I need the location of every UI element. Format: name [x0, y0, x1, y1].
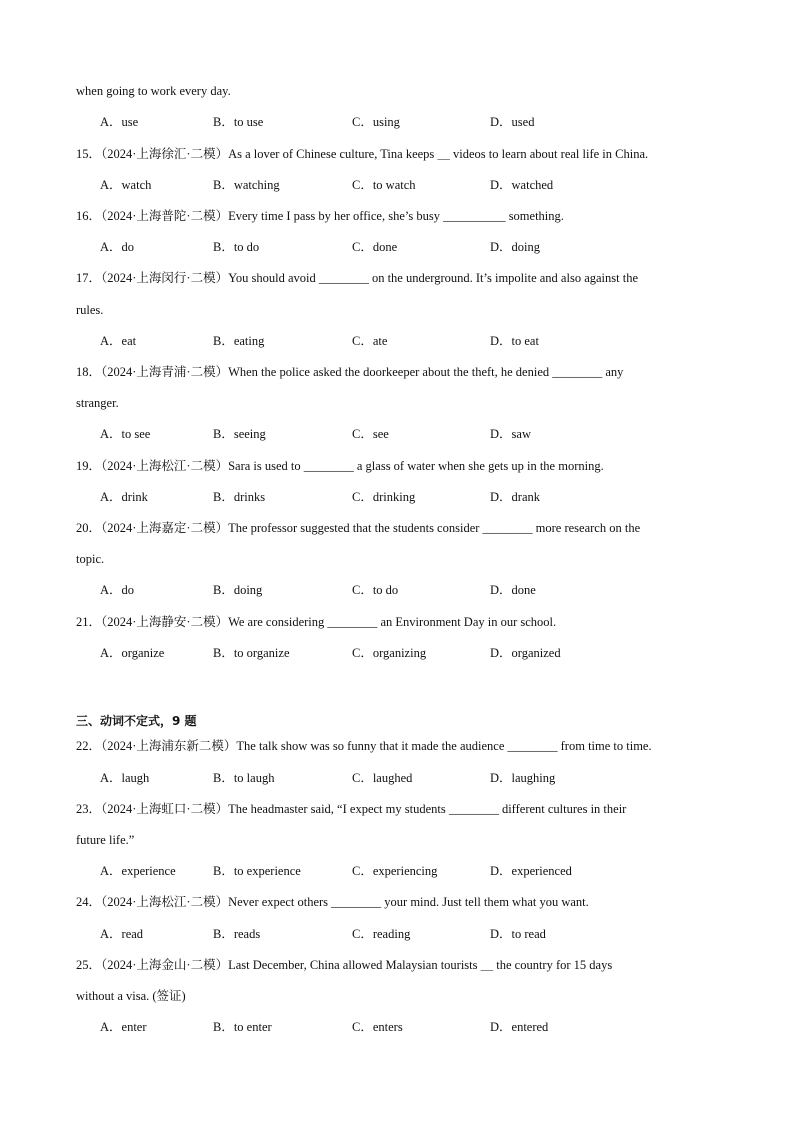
- option-a: A．to see: [100, 427, 151, 441]
- option-c: C．experiencing: [352, 864, 438, 878]
- option-b: B．watching: [213, 178, 280, 192]
- question-20: 20．（2024·上海嘉定·二模）The professor suggested that the students consider ________ more research on the: [76, 521, 641, 535]
- option-a: A．eat: [100, 334, 137, 348]
- options-row-22: [0, 770, 794, 786]
- option-d: D．doing: [490, 240, 541, 254]
- options-row-19: [0, 489, 794, 505]
- option-d: D．used: [490, 115, 535, 129]
- option-b: B．to experience: [213, 864, 301, 878]
- question-24: 24．（2024·上海松江·二模）Never expect others ________ your mind. Just tell them what you want.: [76, 895, 589, 909]
- option-c: C．laughed: [352, 771, 413, 785]
- option-b: B．to use: [213, 115, 264, 129]
- option-c: C．done: [352, 240, 398, 254]
- option-b: B．to do: [213, 240, 260, 254]
- options-row-23: [0, 863, 794, 879]
- option-d: D．done: [490, 583, 536, 597]
- option-a: A．read: [100, 927, 144, 941]
- question-22: 22．（2024·上海浦东新二模）The talk show was so funny that it made the audience ________ from time to time.: [76, 739, 652, 753]
- options-row-16: [0, 239, 794, 255]
- question-17-cont: rules.: [76, 303, 104, 317]
- options-row-15: [0, 177, 794, 193]
- option-d: D．to read: [490, 927, 546, 941]
- options-row-14: [0, 114, 794, 130]
- option-a: A．enter: [100, 1020, 147, 1034]
- option-d: D．organized: [490, 646, 561, 660]
- option-d: D．watched: [490, 178, 554, 192]
- option-a: A．laugh: [100, 771, 150, 785]
- question-23: 23．（2024·上海虹口·二模）The headmaster said, “I expect my students ________ different cultures in their: [76, 802, 627, 816]
- option-d: D．to eat: [490, 334, 539, 348]
- question-20-cont: topic.: [76, 552, 105, 566]
- option-a: A．experience: [100, 864, 176, 878]
- question-15: 15．（2024·上海徐汇·二模）As a lover of Chinese culture, Tina keeps ＿ videos to learn about real life in China.: [76, 147, 649, 161]
- question-18-cont: stranger.: [76, 396, 119, 410]
- options-row-17: [0, 333, 794, 349]
- option-b: B．doing: [213, 583, 263, 597]
- option-c: C．drinking: [352, 490, 416, 504]
- question-25: 25．（2024·上海金山·二模）Last December, China allowed Malaysian tourists ＿ the country for 15 days: [76, 958, 613, 972]
- option-b: B．reads: [213, 927, 261, 941]
- option-b: B．to enter: [213, 1020, 272, 1034]
- option-b: B．to organize: [213, 646, 290, 660]
- option-d: D．entered: [490, 1020, 549, 1034]
- option-a: A．drink: [100, 490, 148, 504]
- option-c: C．reading: [352, 927, 411, 941]
- option-c: C．to do: [352, 583, 399, 597]
- question-18: 18．（2024·上海青浦·二模）When the police asked the doorkeeper about the theft, he denied ________ any: [76, 365, 624, 379]
- option-a: A．do: [100, 240, 135, 254]
- option-b: B．to laugh: [213, 771, 275, 785]
- question-19: 19．（2024·上海松江·二模）Sara is used to ________ a glass of water when she gets up in the morning.: [76, 459, 604, 473]
- option-d: D．laughing: [490, 771, 556, 785]
- option-a: A．do: [100, 583, 135, 597]
- question-16: 16．（2024·上海普陀·二模）Every time I pass by her office, she’s busy __________ something.: [76, 209, 564, 223]
- option-c: C．ate: [352, 334, 388, 348]
- question-23-cont: future life.”: [76, 833, 135, 847]
- options-row-25: [0, 1019, 794, 1035]
- option-c: C．see: [352, 427, 389, 441]
- option-b: B．drinks: [213, 490, 266, 504]
- question-21: 21．（2024·上海静安·二模）We are considering ________ an Environment Day in our school.: [76, 615, 557, 629]
- question-25-cont: without a visa. (签证): [76, 989, 186, 1003]
- options-row-20: [0, 582, 794, 598]
- option-c: C．enters: [352, 1020, 403, 1034]
- option-c: C．using: [352, 115, 400, 129]
- option-d: D．saw: [490, 427, 531, 441]
- option-b: B．seeing: [213, 427, 266, 441]
- option-a: A．use: [100, 115, 139, 129]
- option-a: A．organize: [100, 646, 165, 660]
- options-row-24: [0, 926, 794, 942]
- options-row-21: [0, 645, 794, 661]
- option-d: D．experienced: [490, 864, 572, 878]
- option-a: A．watch: [100, 178, 152, 192]
- option-d: D．drank: [490, 490, 540, 504]
- question-continuation: when going to work every day.: [76, 84, 231, 98]
- section-heading: 三、动词不定式，9 题: [76, 714, 197, 728]
- option-b: B．eating: [213, 334, 265, 348]
- options-row-18: [0, 426, 794, 442]
- option-c: C．to watch: [352, 178, 416, 192]
- option-c: C．organizing: [352, 646, 427, 660]
- question-17: 17．（2024·上海闵行·二模）You should avoid ________ on the underground. It’s impolite and also against the: [76, 271, 638, 285]
